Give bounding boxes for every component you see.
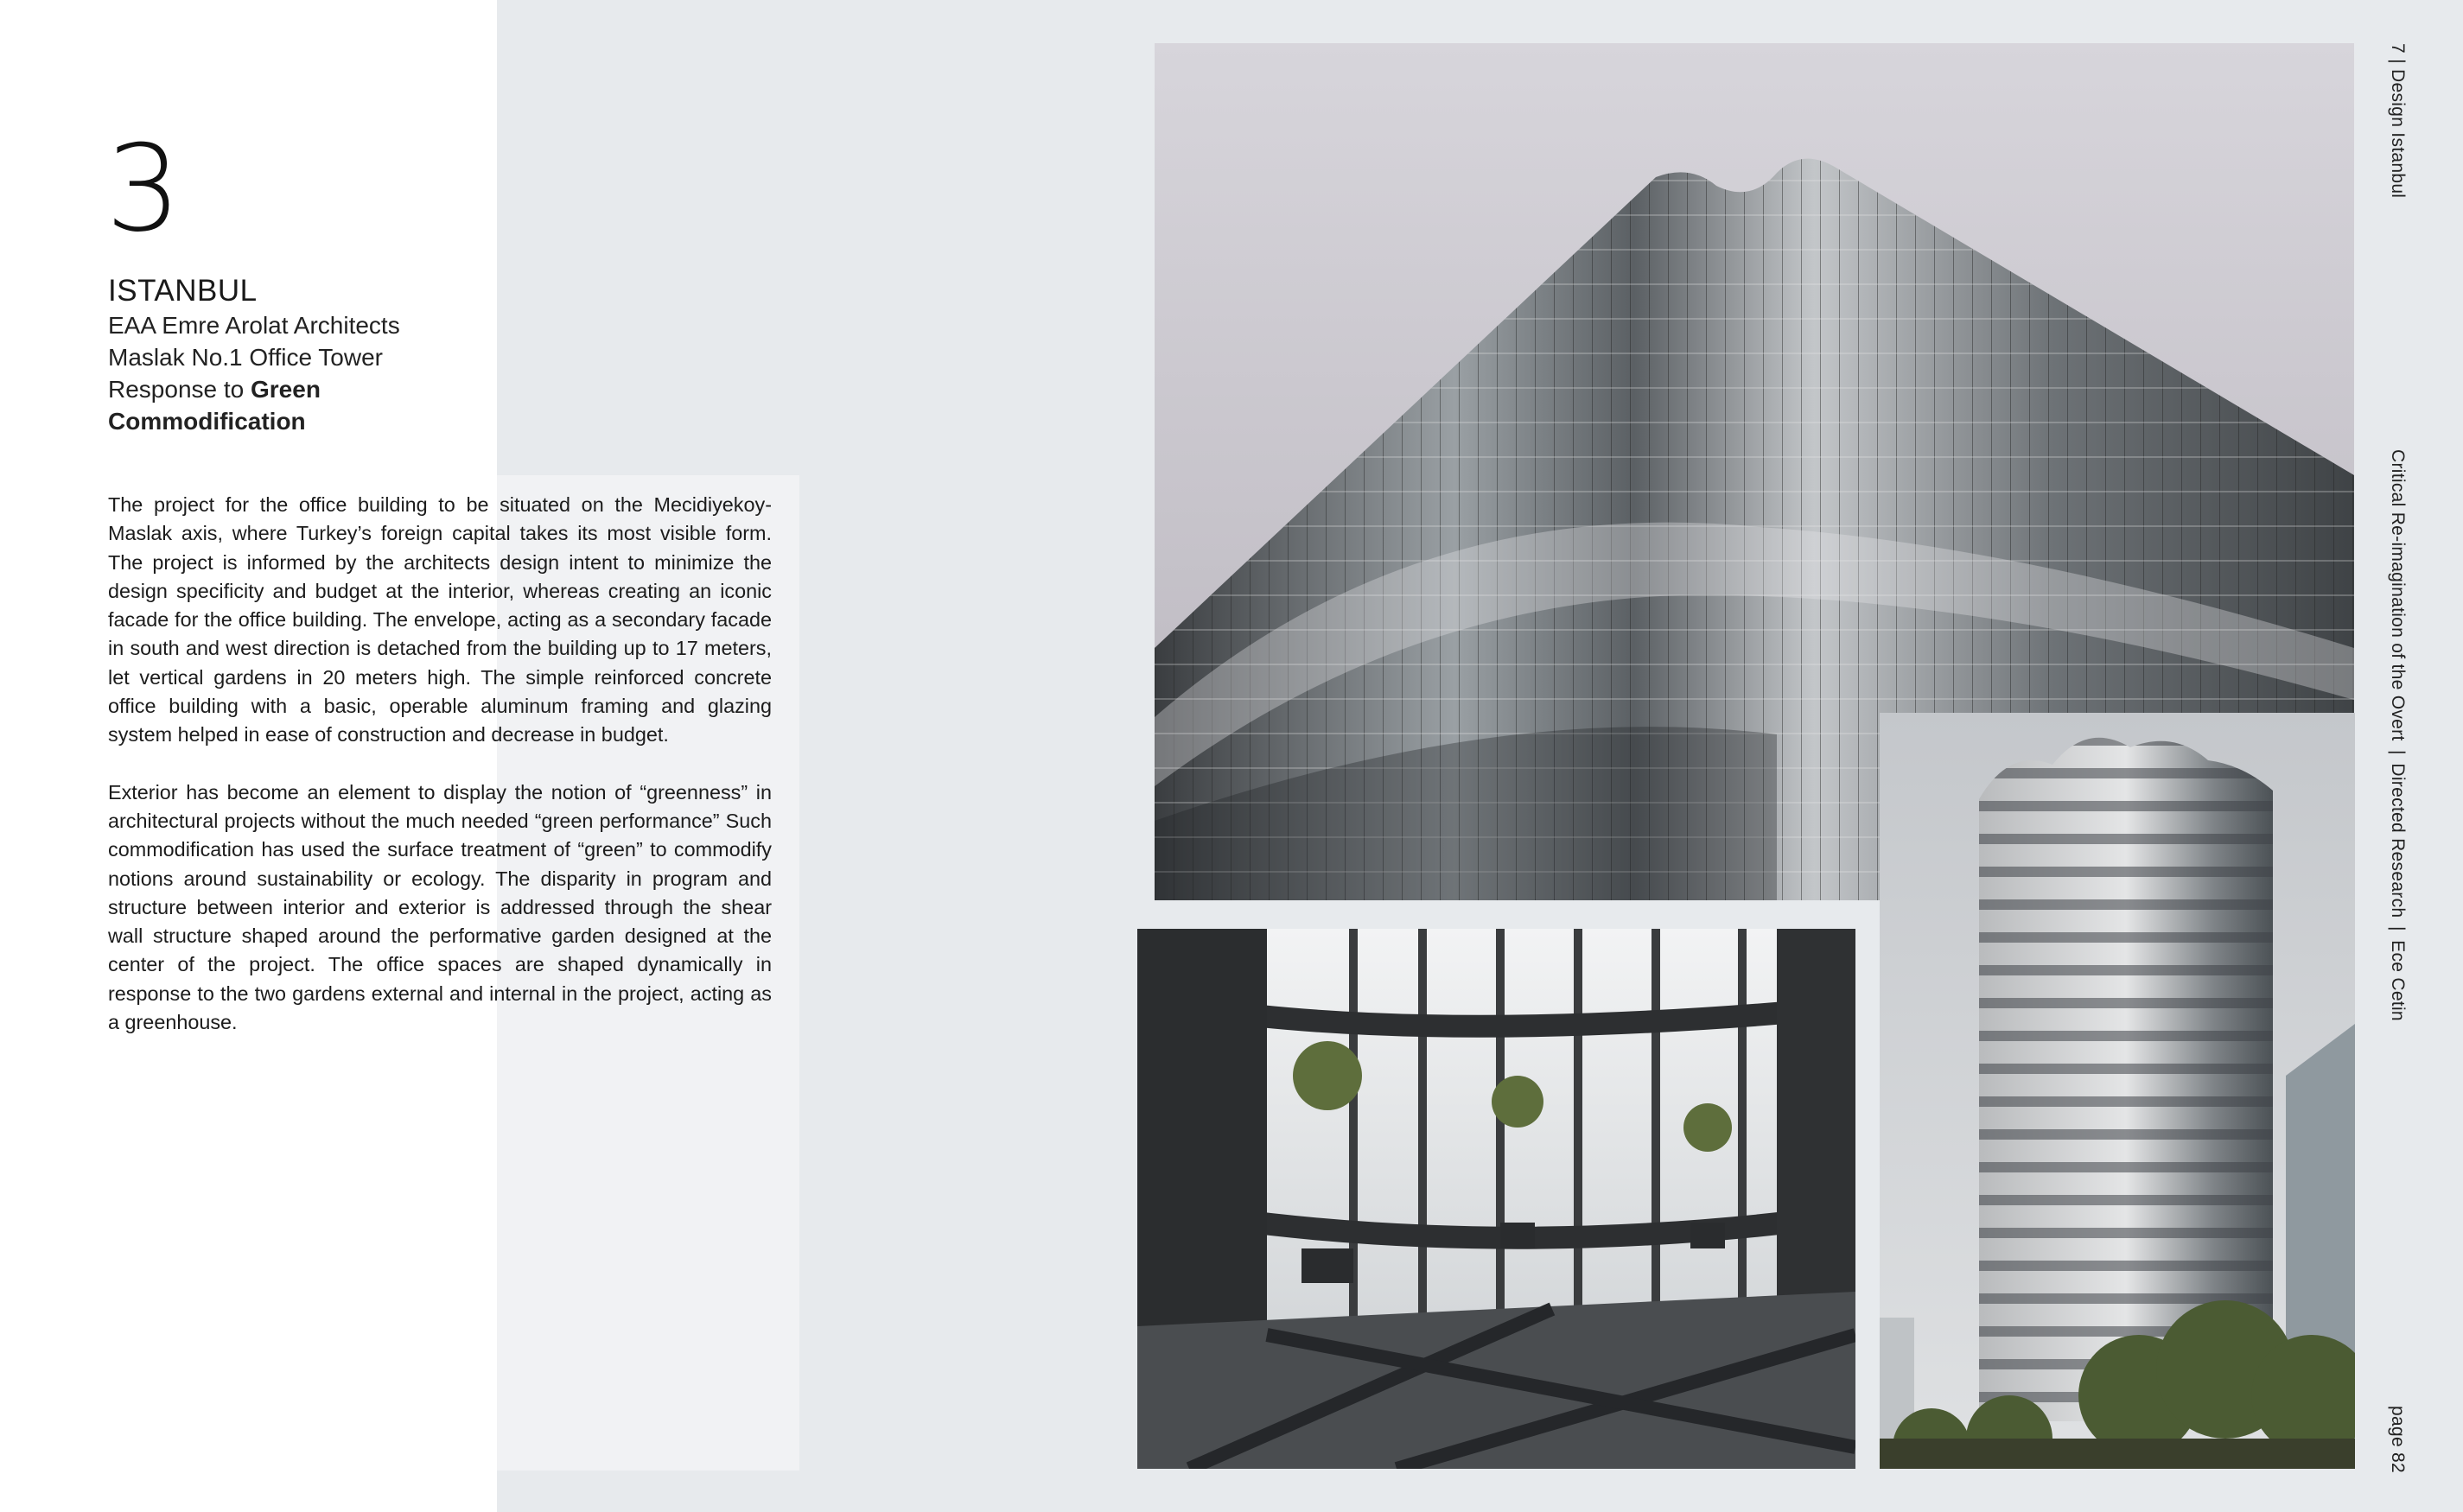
- response-topic: Green Commodification: [108, 376, 321, 435]
- page-number: page 82: [2388, 1405, 2408, 1473]
- separator-1: |: [2388, 749, 2408, 755]
- tower-exterior-photo: [1880, 713, 2355, 1469]
- paragraph-1: The project for the office building to be situated on the Mecidiyekoy-Maslak axis, where Turkey’s foreign capital takes its most visible form. The project is informed by the architects design intent to minimize the design specificity and budget at the interior, whereas creating an iconic facade for the office building. The envelope, acting as a secondary facade in south and west direction is detached from the building up to 17 meters, let vertical gardens in 20 meters high. The simple reinforced concrete office building with a basic, operable aluminum framing and glazing system helped in ease of construction and decrease in budget.: [108, 493, 772, 746]
- interior-garden-photo: [1137, 929, 1855, 1469]
- chapter-number: 3: [105, 119, 180, 258]
- course-name: Directed Research: [2388, 763, 2408, 918]
- chapter-label: 7 | Design Istanbul: [2388, 43, 2408, 199]
- response-line: [108, 373, 506, 437]
- thesis-title: Critical Re-imagination of the Overt: [2388, 449, 2408, 741]
- running-sidebar: [2387, 43, 2422, 1473]
- author-name: Ece Cetin: [2388, 940, 2408, 1021]
- running-title: [2387, 449, 2408, 1021]
- project-heading: [108, 273, 506, 437]
- building-name: Maslak No.1 Office Tower: [108, 344, 383, 371]
- separator-2: |: [2388, 926, 2408, 932]
- response-prefix: Response to: [108, 376, 251, 403]
- architect-name: EAA Emre Arolat Architects: [108, 312, 400, 339]
- body-text: [108, 491, 772, 1065]
- paragraph-2: Exterior has become an element to display the notion of “greenness” in architectural projects without the much needed “green performance” Such commodification has used the surface treatment of “green” to commodify notions around sustainability or ecology. The disparity in program and structure between interior and exterior is addressed through the shear wall structure shaped around the performative garden designed at the center of the project. The office spaces are shaped dynamically in response to the two gardens external and internal in the project, acting as a greenhouse.: [108, 780, 772, 1034]
- city-title: ISTANBUL: [108, 274, 258, 308]
